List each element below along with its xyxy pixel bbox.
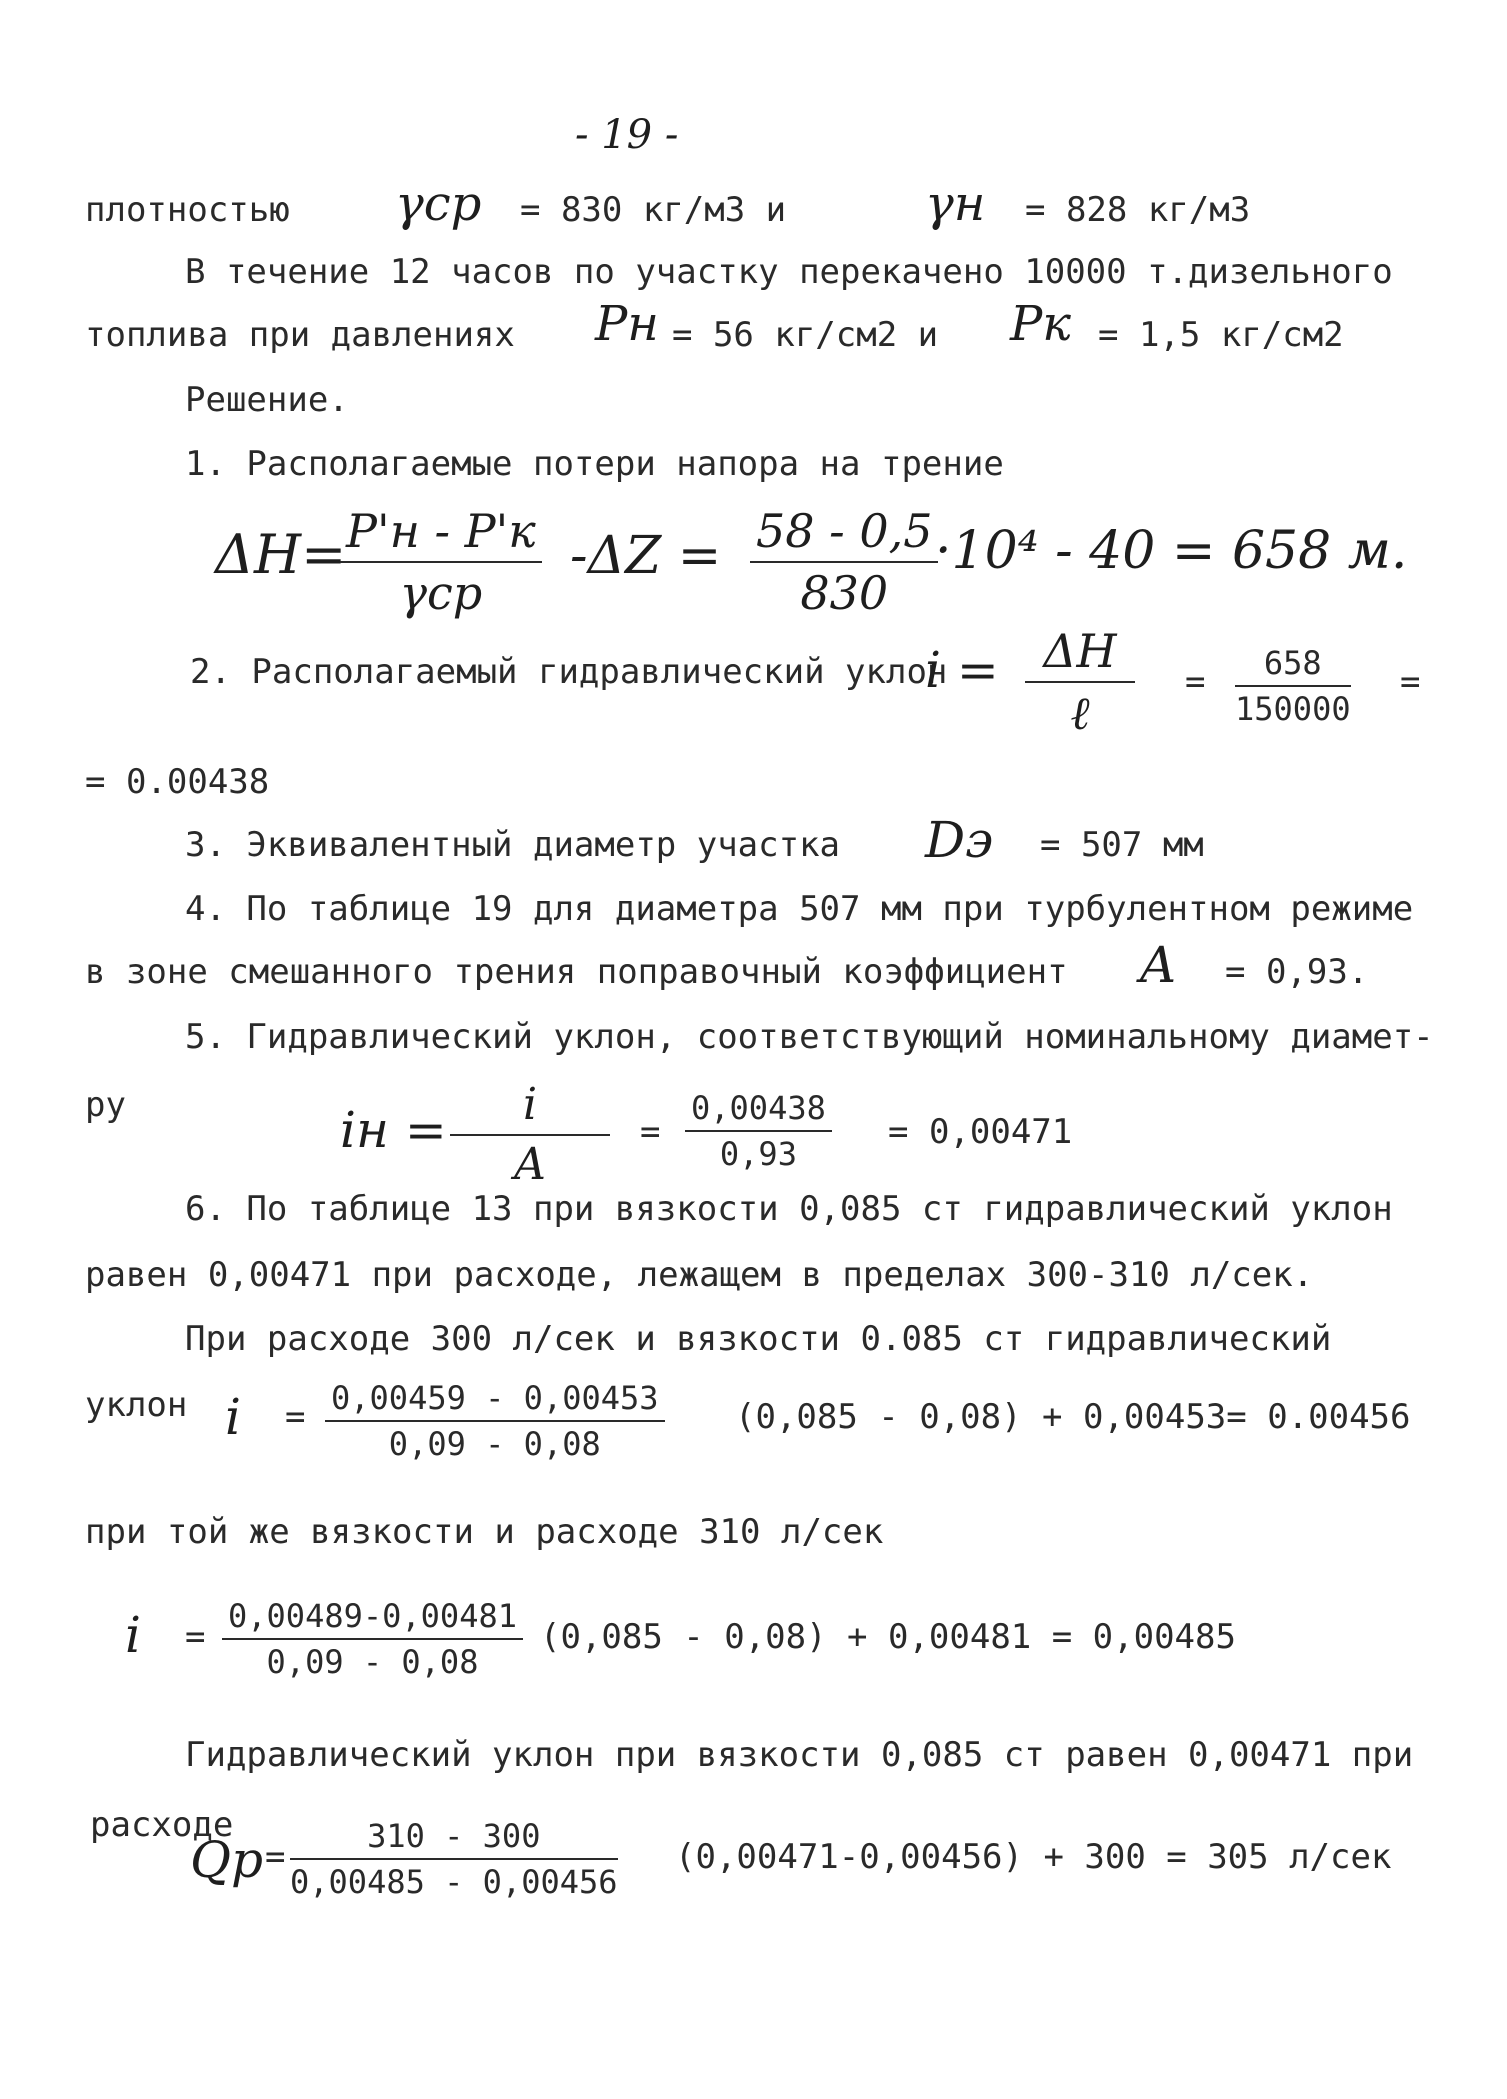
p-h-value: = 56 кг/см2 и xyxy=(672,315,939,355)
step1-frac2-denominator: 830 xyxy=(800,565,889,620)
step5-fraction-1 xyxy=(450,1080,610,1190)
d-symbol: Dэ xyxy=(925,811,994,869)
step4-line-1: 4. По таблице 19 для диаметра 507 мм при турбулентном режиме xyxy=(185,889,1414,929)
step5-result: = 0,00471 xyxy=(888,1112,1073,1152)
step5-frac2-denominator: 0,93 xyxy=(719,1134,797,1173)
d-value: = 507 мм xyxy=(1040,825,1204,865)
step2-text: 2. Располагаемый гидравлический уклон xyxy=(190,652,948,692)
gamma-h-value: = 828 кг/м3 xyxy=(1025,190,1251,230)
calc300-lhs: i xyxy=(225,1388,241,1446)
p-h-symbol: Pн xyxy=(595,296,659,352)
density-label: плотностью xyxy=(85,190,290,230)
step2-eq: = xyxy=(1185,662,1206,702)
step5-frac2-numerator: 0,00438 xyxy=(685,1090,832,1132)
text-line-3: топлива при давлениях xyxy=(85,315,515,355)
step1-fraction-1 xyxy=(340,505,542,620)
a-value: = 0,93. xyxy=(1225,952,1369,992)
step2-fraction-1 xyxy=(1025,625,1135,740)
a-symbol: A xyxy=(1140,936,1177,994)
calc310-fraction xyxy=(222,1598,523,1681)
final-line: Гидравлический уклон при вязкости 0,085 ст равен 0,00471 при xyxy=(185,1735,1414,1775)
final-fraction xyxy=(290,1818,618,1901)
step1-frac1-numerator: P'н - P'к xyxy=(340,505,542,563)
step1-frac2-numerator: 58 - 0,5 xyxy=(750,505,938,563)
step5-eq: = xyxy=(640,1112,661,1152)
step2-eq-2: = xyxy=(1400,662,1421,702)
final-numerator: 310 - 300 xyxy=(290,1818,618,1860)
step2-frac1-numerator: ΔH xyxy=(1025,625,1135,683)
gamma-cp-value: = 830 кг/м3 и xyxy=(520,190,787,230)
p-k-symbol: Pк xyxy=(1010,296,1071,352)
step1-fraction-2 xyxy=(750,505,938,620)
step5-ru: ру xyxy=(85,1085,126,1125)
step1-frac1-denominator: γср xyxy=(399,565,483,620)
final-denominator: 0,00485 - 0,00456 xyxy=(290,1862,618,1901)
step1-tail: ·10⁴ - 40 = 658 м. xyxy=(935,521,1408,581)
calc310-line: при той же вязкости и расходе 310 л/сек xyxy=(85,1512,884,1552)
step2-result: = 0.00438 xyxy=(85,762,270,802)
step5-line-1: 5. Гидравлический уклон, соответствующий номинальному диамет- xyxy=(185,1017,1434,1057)
step5-frac1-denominator: A xyxy=(514,1138,546,1190)
page-number: - 19 - xyxy=(575,112,679,158)
calc300-denominator: 0,09 - 0,08 xyxy=(388,1424,601,1463)
step2-fraction-2 xyxy=(1235,645,1351,728)
final-tail: (0,00471-0,00456) + 300 = 305 л/сек xyxy=(675,1837,1392,1877)
step2-frac1-denominator: ℓ xyxy=(1070,685,1090,740)
calc300-tail: (0,085 - 0,08) + 0,00453= 0.00456 xyxy=(735,1397,1411,1437)
gamma-h-symbol: γн xyxy=(925,176,986,232)
final-lhs: Qр xyxy=(190,1831,263,1889)
step2-frac2-denominator: 150000 xyxy=(1235,689,1351,728)
step4-line-2: в зоне смешанного трения поправочный коэффициент xyxy=(85,952,1068,992)
step1-minus-dz: -ΔZ = xyxy=(570,526,722,586)
p-k-value: = 1,5 кг/см2 xyxy=(1098,315,1344,355)
step6-line-1: 6. По таблице 13 при вязкости 0,085 ст гидравлический уклон xyxy=(185,1189,1393,1229)
calc310-numerator: 0,00489-0,00481 xyxy=(222,1598,523,1640)
final-eq: = xyxy=(265,1837,286,1877)
step5-frac1-numerator: i xyxy=(450,1080,610,1136)
calc310-denominator: 0,09 - 0,08 xyxy=(266,1642,479,1681)
step6-line-2: равен 0,00471 при расходе, лежащем в пределах 300-310 л/сек. xyxy=(85,1255,1314,1295)
calc310-lhs: i xyxy=(125,1606,141,1664)
calc310-eq: = xyxy=(185,1617,206,1657)
step3-text: 3. Эквивалентный диаметр участка xyxy=(185,825,841,865)
step5-fraction-2 xyxy=(685,1090,832,1173)
calc300-fraction xyxy=(325,1380,665,1463)
step2-lhs: i = xyxy=(925,641,999,699)
calc300-numerator: 0,00459 - 0,00453 xyxy=(325,1380,665,1422)
gamma-cp-symbol: γср xyxy=(395,176,482,232)
step2-frac2-numerator: 658 xyxy=(1235,645,1351,687)
calc300-eq: = xyxy=(285,1397,306,1437)
step5-lhs: iн = xyxy=(340,1101,447,1159)
final-label: расходе xyxy=(90,1805,234,1845)
text-line-2: В течение 12 часов по участку перекачено 10000 т.дизельного xyxy=(185,252,1393,292)
step1-text: 1. Располагаемые потери напора на трение xyxy=(185,444,1004,484)
step1-lhs: ΔH= xyxy=(215,523,347,586)
calc300-label: уклон xyxy=(85,1385,188,1425)
solution-label: Решение. xyxy=(185,380,349,420)
calc300-line: При расходе 300 л/сек и вязкости 0.085 ст гидравлический xyxy=(185,1319,1332,1359)
calc310-tail: (0,085 - 0,08) + 0,00481 = 0,00485 xyxy=(540,1617,1236,1657)
